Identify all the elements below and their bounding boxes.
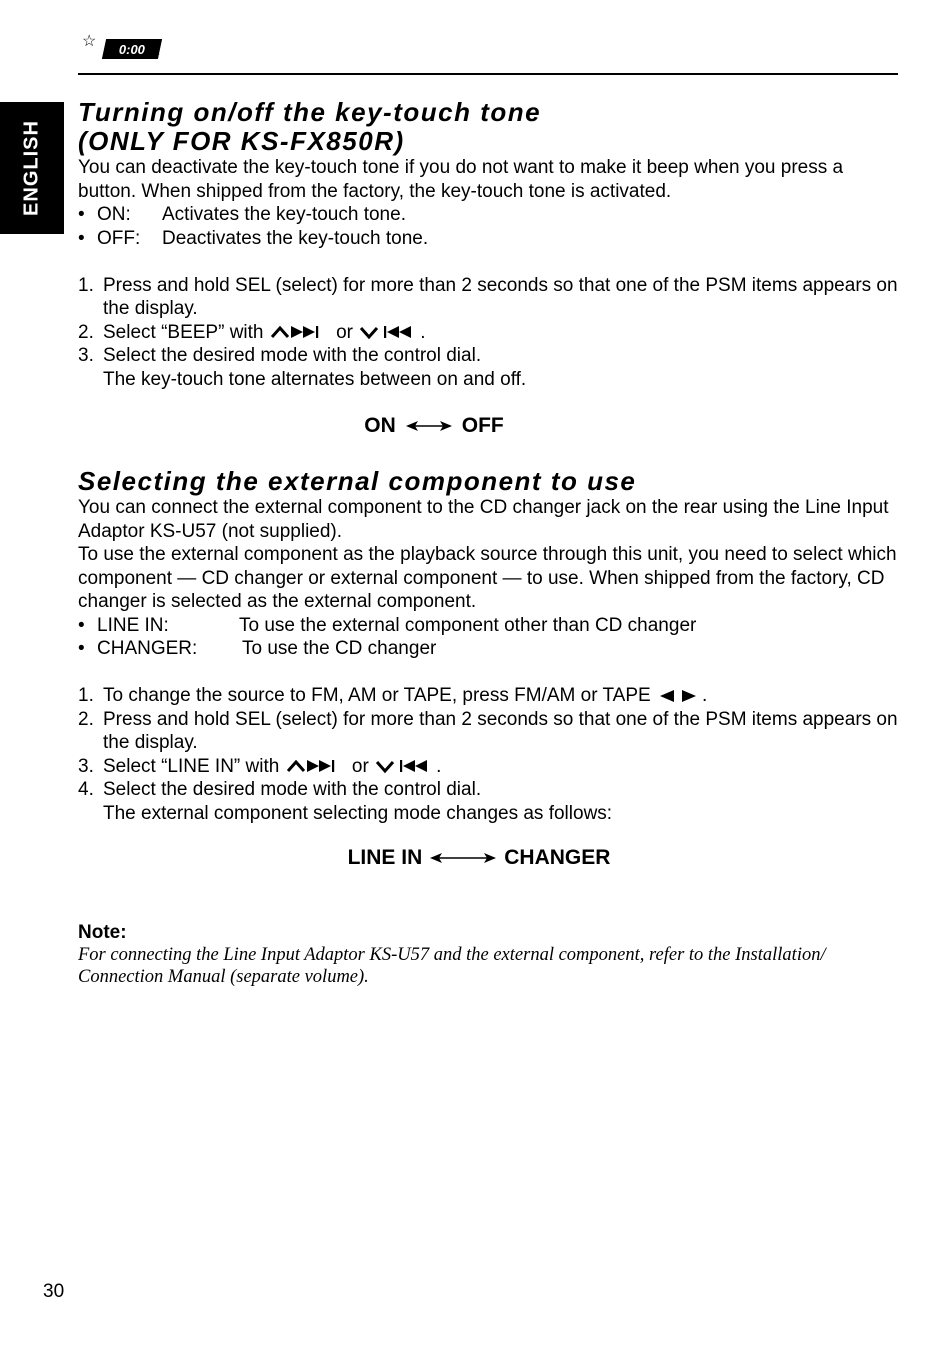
language-tab <box>0 102 64 234</box>
step-text: Select “BEEP” with <box>103 321 264 343</box>
clock-badge <box>82 34 172 66</box>
option-desc: Deactivates the key-touch tone. <box>162 227 429 249</box>
mode-line-in: LINE IN <box>347 846 423 869</box>
sun-icon: ☼ <box>148 45 162 62</box>
double-arrow-icon <box>406 420 452 432</box>
step-item <box>78 274 900 321</box>
step-item <box>78 321 900 345</box>
star-icon: ☆ <box>82 33 97 50</box>
option-key: CHANGER: <box>97 638 198 659</box>
down-prev-button-icon <box>360 324 418 340</box>
step-number: 3. <box>78 345 94 366</box>
step-text: Press and hold SEL (select) for more than 2 seconds so that one of the PSM items appears on the display. <box>103 708 898 753</box>
step-text: To change the source to FM, AM or TAPE, press FM/AM or TAPE <box>103 685 651 706</box>
step-item <box>78 344 900 391</box>
step-text: Press and hold SEL (select) for more than 2 seconds so that one of the PSM items appears on the display. <box>103 274 898 319</box>
note-text: For connecting the Line Input Adaptor KS-U57 and the external component, refer to the Installation/ Connection Manual (separate volume). <box>78 945 826 987</box>
list-item: • CHANGER: To use the CD changer <box>78 638 437 659</box>
step-number: 3. <box>78 755 94 777</box>
step-text-end: . <box>420 321 426 343</box>
step-text: Select the desired mode with the control dial. <box>103 779 482 800</box>
step-text-end: . <box>436 755 442 777</box>
mode-on: ON <box>364 414 396 437</box>
option-key: OFF: <box>97 227 141 249</box>
list-item: • LINE IN: To use the external component other than CD changer <box>78 614 697 636</box>
section2-intro2: To use the external component as the playback source through this unit, you need to select which component — CD changer or external component — to use. When shipped from the factory, CD changer is selected as the external component. <box>78 544 897 612</box>
language-tab-label: ENGLISH <box>20 120 43 216</box>
clock-display-text: 0:00 <box>118 41 146 57</box>
step-text-end: . <box>701 685 708 706</box>
step-number: 1. <box>78 685 94 706</box>
up-next-button-icon <box>287 758 345 774</box>
option-desc: Activates the key-touch tone. <box>162 204 406 225</box>
double-arrow-icon <box>430 852 496 864</box>
step-number: 2. <box>78 708 94 730</box>
step-number: 4. <box>78 779 94 800</box>
header-divider <box>78 73 898 75</box>
up-next-button-icon <box>271 324 329 340</box>
page-number: 30 <box>43 1281 65 1302</box>
tape-direction-icon <box>658 689 700 703</box>
step-item <box>78 708 900 755</box>
section1-title-line1: Turning on/off the key-touch tone <box>78 97 542 127</box>
section2-title: Selecting the external component to use <box>78 466 637 496</box>
beep-mode-sequence <box>78 413 790 439</box>
step-number: 1. <box>78 274 94 296</box>
step-text: Select “LINE IN” with <box>103 755 280 777</box>
section1-title <box>78 98 900 156</box>
note-block <box>78 921 900 988</box>
note-title: Note: <box>78 922 127 943</box>
step-item <box>78 755 900 779</box>
mode-off: OFF <box>461 414 504 437</box>
step-subtext: The key-touch tone alternates between on and off. <box>103 368 527 390</box>
list-item: • OFF: Deactivates the key-touch tone. <box>78 227 429 249</box>
step-text: Select the desired mode with the control dial. <box>103 345 482 366</box>
step-subtext: The external component selecting mode changes as follows: <box>103 802 613 824</box>
section2-intro1: You can connect the external component to the CD changer jack on the rear using the Line Input Adaptor KS-U57 (not supplied). <box>78 497 889 542</box>
section1-title-line2: (ONLY FOR KS-FX850R) <box>78 126 405 156</box>
option-desc: To use the external component other than CD changer <box>239 614 697 636</box>
step-item <box>78 778 900 825</box>
option-key: LINE IN: <box>97 614 169 636</box>
down-prev-button-icon <box>376 758 434 774</box>
list-item: • ON: Activates the key-touch tone. <box>78 204 406 225</box>
line-in-mode-sequence <box>78 845 880 871</box>
option-key: ON: <box>97 204 131 225</box>
section1-intro: You can deactivate the key-touch tone if you do not want to make it beep when you press a button. When shipped from the factory, the key-touch tone is activated. <box>78 157 844 202</box>
step-item <box>78 684 900 708</box>
mode-changer: CHANGER <box>504 846 611 869</box>
page-content <box>78 98 900 988</box>
step-number: 2. <box>78 321 94 343</box>
step-text-or: or <box>351 755 369 777</box>
step-text-or: or <box>336 321 353 343</box>
option-desc: To use the CD changer <box>242 638 437 659</box>
